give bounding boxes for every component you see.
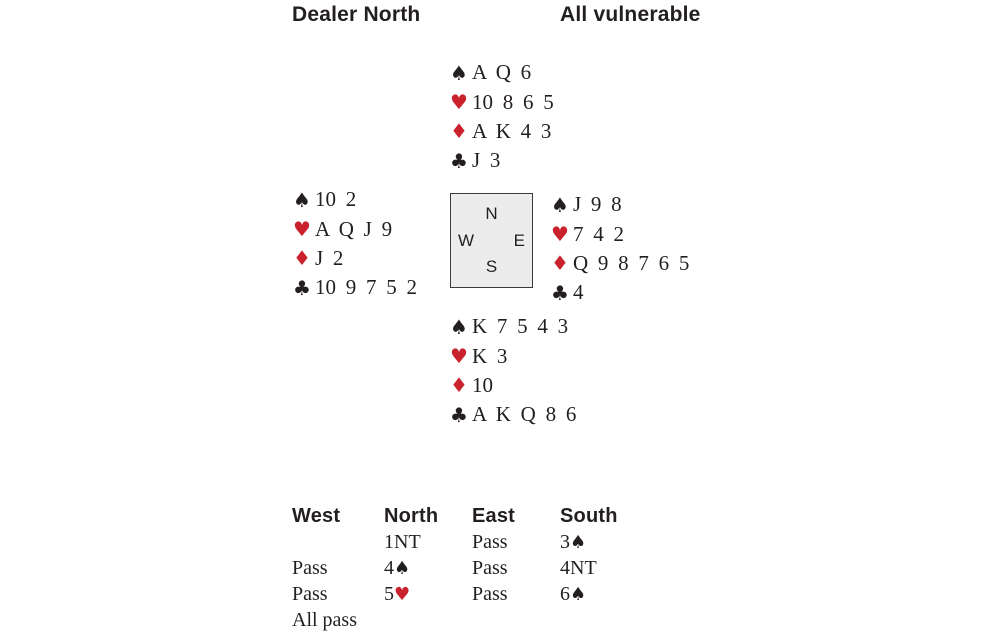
bid-suit-icon: ♠: [394, 558, 411, 579]
club-icon: ♣: [450, 148, 468, 173]
auction-cell: 3♠: [560, 531, 587, 553]
card-values: 10 2: [315, 187, 357, 212]
spade-icon: ♠: [551, 192, 569, 217]
auction-cell: [560, 609, 660, 635]
auction-cell: 4NT: [560, 557, 597, 579]
south-diamonds-row: [450, 371, 576, 400]
auction-cell: Pass: [472, 531, 508, 553]
card-values: 10 9 7 5 2: [315, 275, 417, 300]
auction-cell: Pass: [292, 583, 328, 605]
auction-header-north: North: [384, 505, 439, 527]
south-hand: [450, 312, 576, 430]
south-spades-row: [450, 312, 576, 341]
diamond-icon: ♦: [293, 246, 311, 271]
west-clubs-row: [293, 273, 417, 302]
diamond-icon: ♦: [450, 119, 468, 144]
card-values: 4: [573, 280, 584, 305]
compass-west-label: W: [458, 230, 475, 250]
heart-icon: ♥: [293, 217, 311, 242]
auction-table: [292, 505, 660, 635]
east-spades-row: [551, 190, 689, 219]
auction-cell: Pass: [472, 557, 508, 579]
spade-icon: ♠: [450, 60, 468, 85]
north-hand: [450, 58, 554, 176]
west-spades-row: [293, 185, 417, 214]
card-values: J 2: [315, 245, 344, 270]
east-diamonds-row: [551, 249, 689, 278]
card-values: A K Q 8 6: [472, 402, 577, 427]
card-values: 7 4 2: [573, 221, 624, 246]
north-spades-row: [450, 58, 554, 87]
auction-header-east: East: [472, 505, 516, 527]
auction-cell: Pass: [292, 557, 328, 579]
heart-icon: ♥: [450, 344, 468, 369]
heart-icon: ♥: [551, 222, 569, 247]
club-icon: ♣: [551, 280, 569, 305]
bid-suit-icon: ♥: [394, 584, 411, 605]
west-diamonds-row: [293, 244, 417, 273]
diamond-icon: ♦: [450, 373, 468, 398]
card-values: K 3: [472, 343, 508, 368]
diamond-icon: ♦: [551, 251, 569, 276]
card-values: J 9 8: [573, 192, 622, 217]
east-hand: [551, 190, 689, 308]
bid-suit-icon: ♠: [570, 584, 587, 605]
auction-cell: 5♥: [384, 583, 411, 605]
south-clubs-row: [450, 400, 576, 429]
card-values: 10: [472, 372, 493, 397]
bid-suit-icon: ♠: [570, 532, 587, 553]
card-values: J 3: [472, 148, 501, 173]
card-values: K 7 5 4 3: [472, 314, 569, 339]
west-hand: [293, 185, 417, 303]
south-hearts-row: [450, 341, 576, 370]
east-hearts-row: [551, 219, 689, 248]
card-values: 10 8 6 5: [472, 89, 554, 114]
compass-south-label: S: [485, 257, 498, 276]
club-icon: ♣: [293, 275, 311, 300]
spade-icon: ♠: [293, 187, 311, 212]
auction-cell: [384, 609, 472, 635]
compass-north-label: N: [485, 204, 498, 223]
auction-cell: 1NT: [384, 531, 421, 553]
spade-icon: ♠: [450, 314, 468, 339]
auction-cell: [292, 531, 384, 557]
auction-cell: Pass: [472, 583, 508, 605]
auction-cell: 6♠: [560, 583, 587, 605]
card-values: A K 4 3: [472, 118, 552, 143]
auction-cell: All pass: [292, 609, 357, 631]
card-values: A Q 6: [472, 60, 532, 85]
auction-header-west: West: [292, 505, 341, 527]
north-hearts-row: [450, 87, 554, 116]
auction-cell: 4♠: [384, 557, 411, 579]
card-values: A Q J 9: [315, 216, 393, 241]
north-clubs-row: [450, 146, 554, 175]
north-diamonds-row: [450, 117, 554, 146]
compass-box: [450, 193, 533, 288]
east-clubs-row: [551, 278, 689, 307]
vulnerability-label: All vulnerable: [560, 3, 701, 26]
west-hearts-row: [293, 214, 417, 243]
auction-cell: [472, 609, 560, 635]
dealer-label: Dealer North: [292, 3, 421, 26]
compass-east-label: E: [513, 230, 525, 250]
card-values: Q 9 8 7 6 5: [573, 250, 690, 275]
club-icon: ♣: [450, 402, 468, 427]
auction-header-south: South: [560, 505, 618, 527]
heart-icon: ♥: [450, 90, 468, 115]
